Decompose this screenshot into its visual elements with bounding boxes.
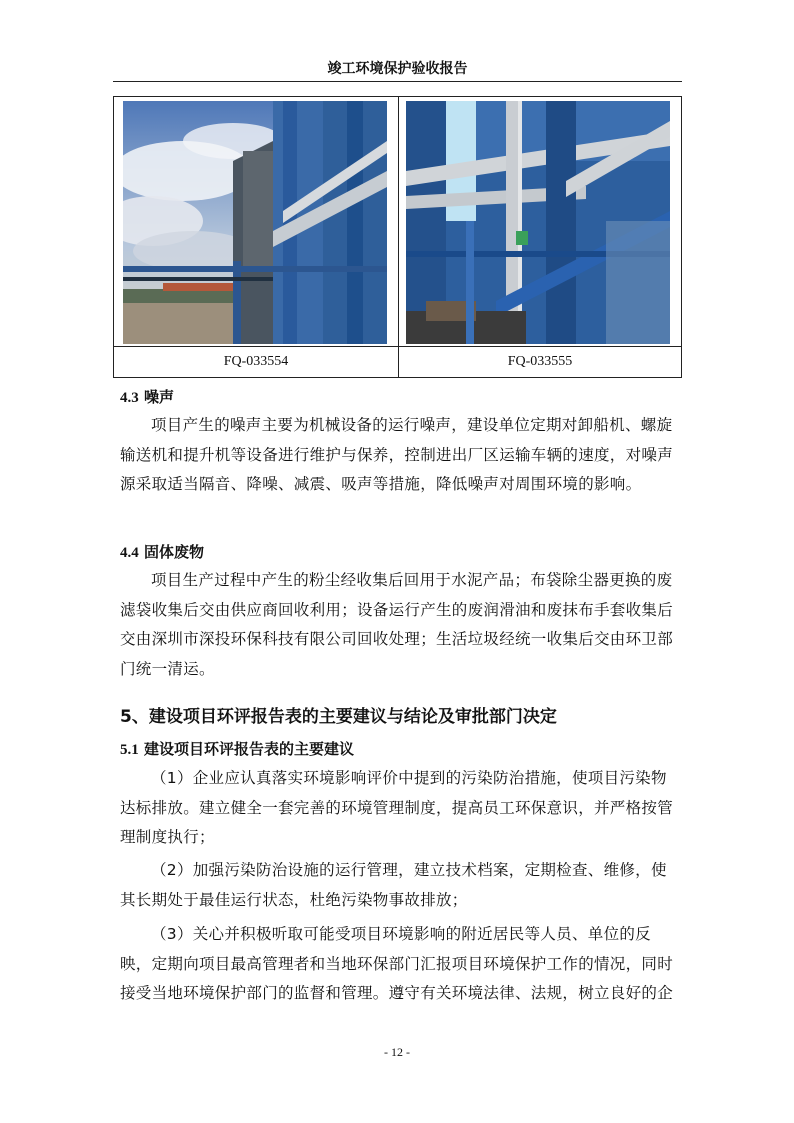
heading-5: 5、建设项目环评报告表的主要建议与结论及审批部门决定 — [120, 707, 557, 727]
running-header: 竣工环境保护验收报告 — [113, 57, 682, 82]
paragraph-5-1-1: （1）企业应认真落实环境影响评价中提到的污染防治措施，使项目污染物达标排放。建立健全一套完善的环境管理制度，提高员工环保意识，并严格按管理制度执行； — [120, 769, 674, 846]
photo-dust-collector — [123, 101, 387, 344]
table-column-divider — [398, 97, 399, 377]
page-number: - 12 - — [384, 1045, 410, 1059]
heading-4-3: 4.3 噪声 — [120, 388, 174, 406]
paragraph-5-1-3: （3）关心并积极听取可能受项目环境影响的附近居民等人员、单位的反映，定期向项目最高管理者和当地环保部门汇报项目环境保护工作的情况，同时接受当地环境保护部门的监督和管理。遵守有关环境法律、法规，树立良好的企 — [120, 925, 674, 1002]
paragraph-4-3: 项目产生的噪声主要为机械设备的运行噪声，建设单位定期对卸船机、螺旋输送机和提升机等设备进行维护与保养，控制进出厂区运输车辆的速度，对噪声源采取适当隔音、降噪、减震、吸声等措施，降低噪声对周围环境的影响。 — [120, 416, 674, 493]
photo-table — [113, 96, 682, 378]
photo-pipe-structure — [406, 101, 670, 344]
heading-5-1: 5.1 建设项目环评报告表的主要建议 — [120, 740, 354, 758]
paragraph-5-1-2: （2）加强污染防治设施的运行管理，建立技术档案，定期检查、维修，使其长期处于最佳运行状态，杜绝污染物事故排放； — [120, 861, 667, 909]
paragraph-4-4: 项目生产过程中产生的粉尘经收集后回用于水泥产品；布袋除尘器更换的废滤袋收集后交由供应商回收利用；设备运行产生的废润滑油和废抹布手套收集后交由深圳市深投环保科技有限公司回收处理；生活垃圾经统一收集后交由环卫部门统一清运。 — [120, 571, 674, 678]
photo-caption-1: FQ-033554 — [223, 354, 289, 369]
photo-caption-2: FQ-033555 — [507, 354, 573, 369]
heading-4-4: 4.4 固体废物 — [120, 543, 204, 561]
